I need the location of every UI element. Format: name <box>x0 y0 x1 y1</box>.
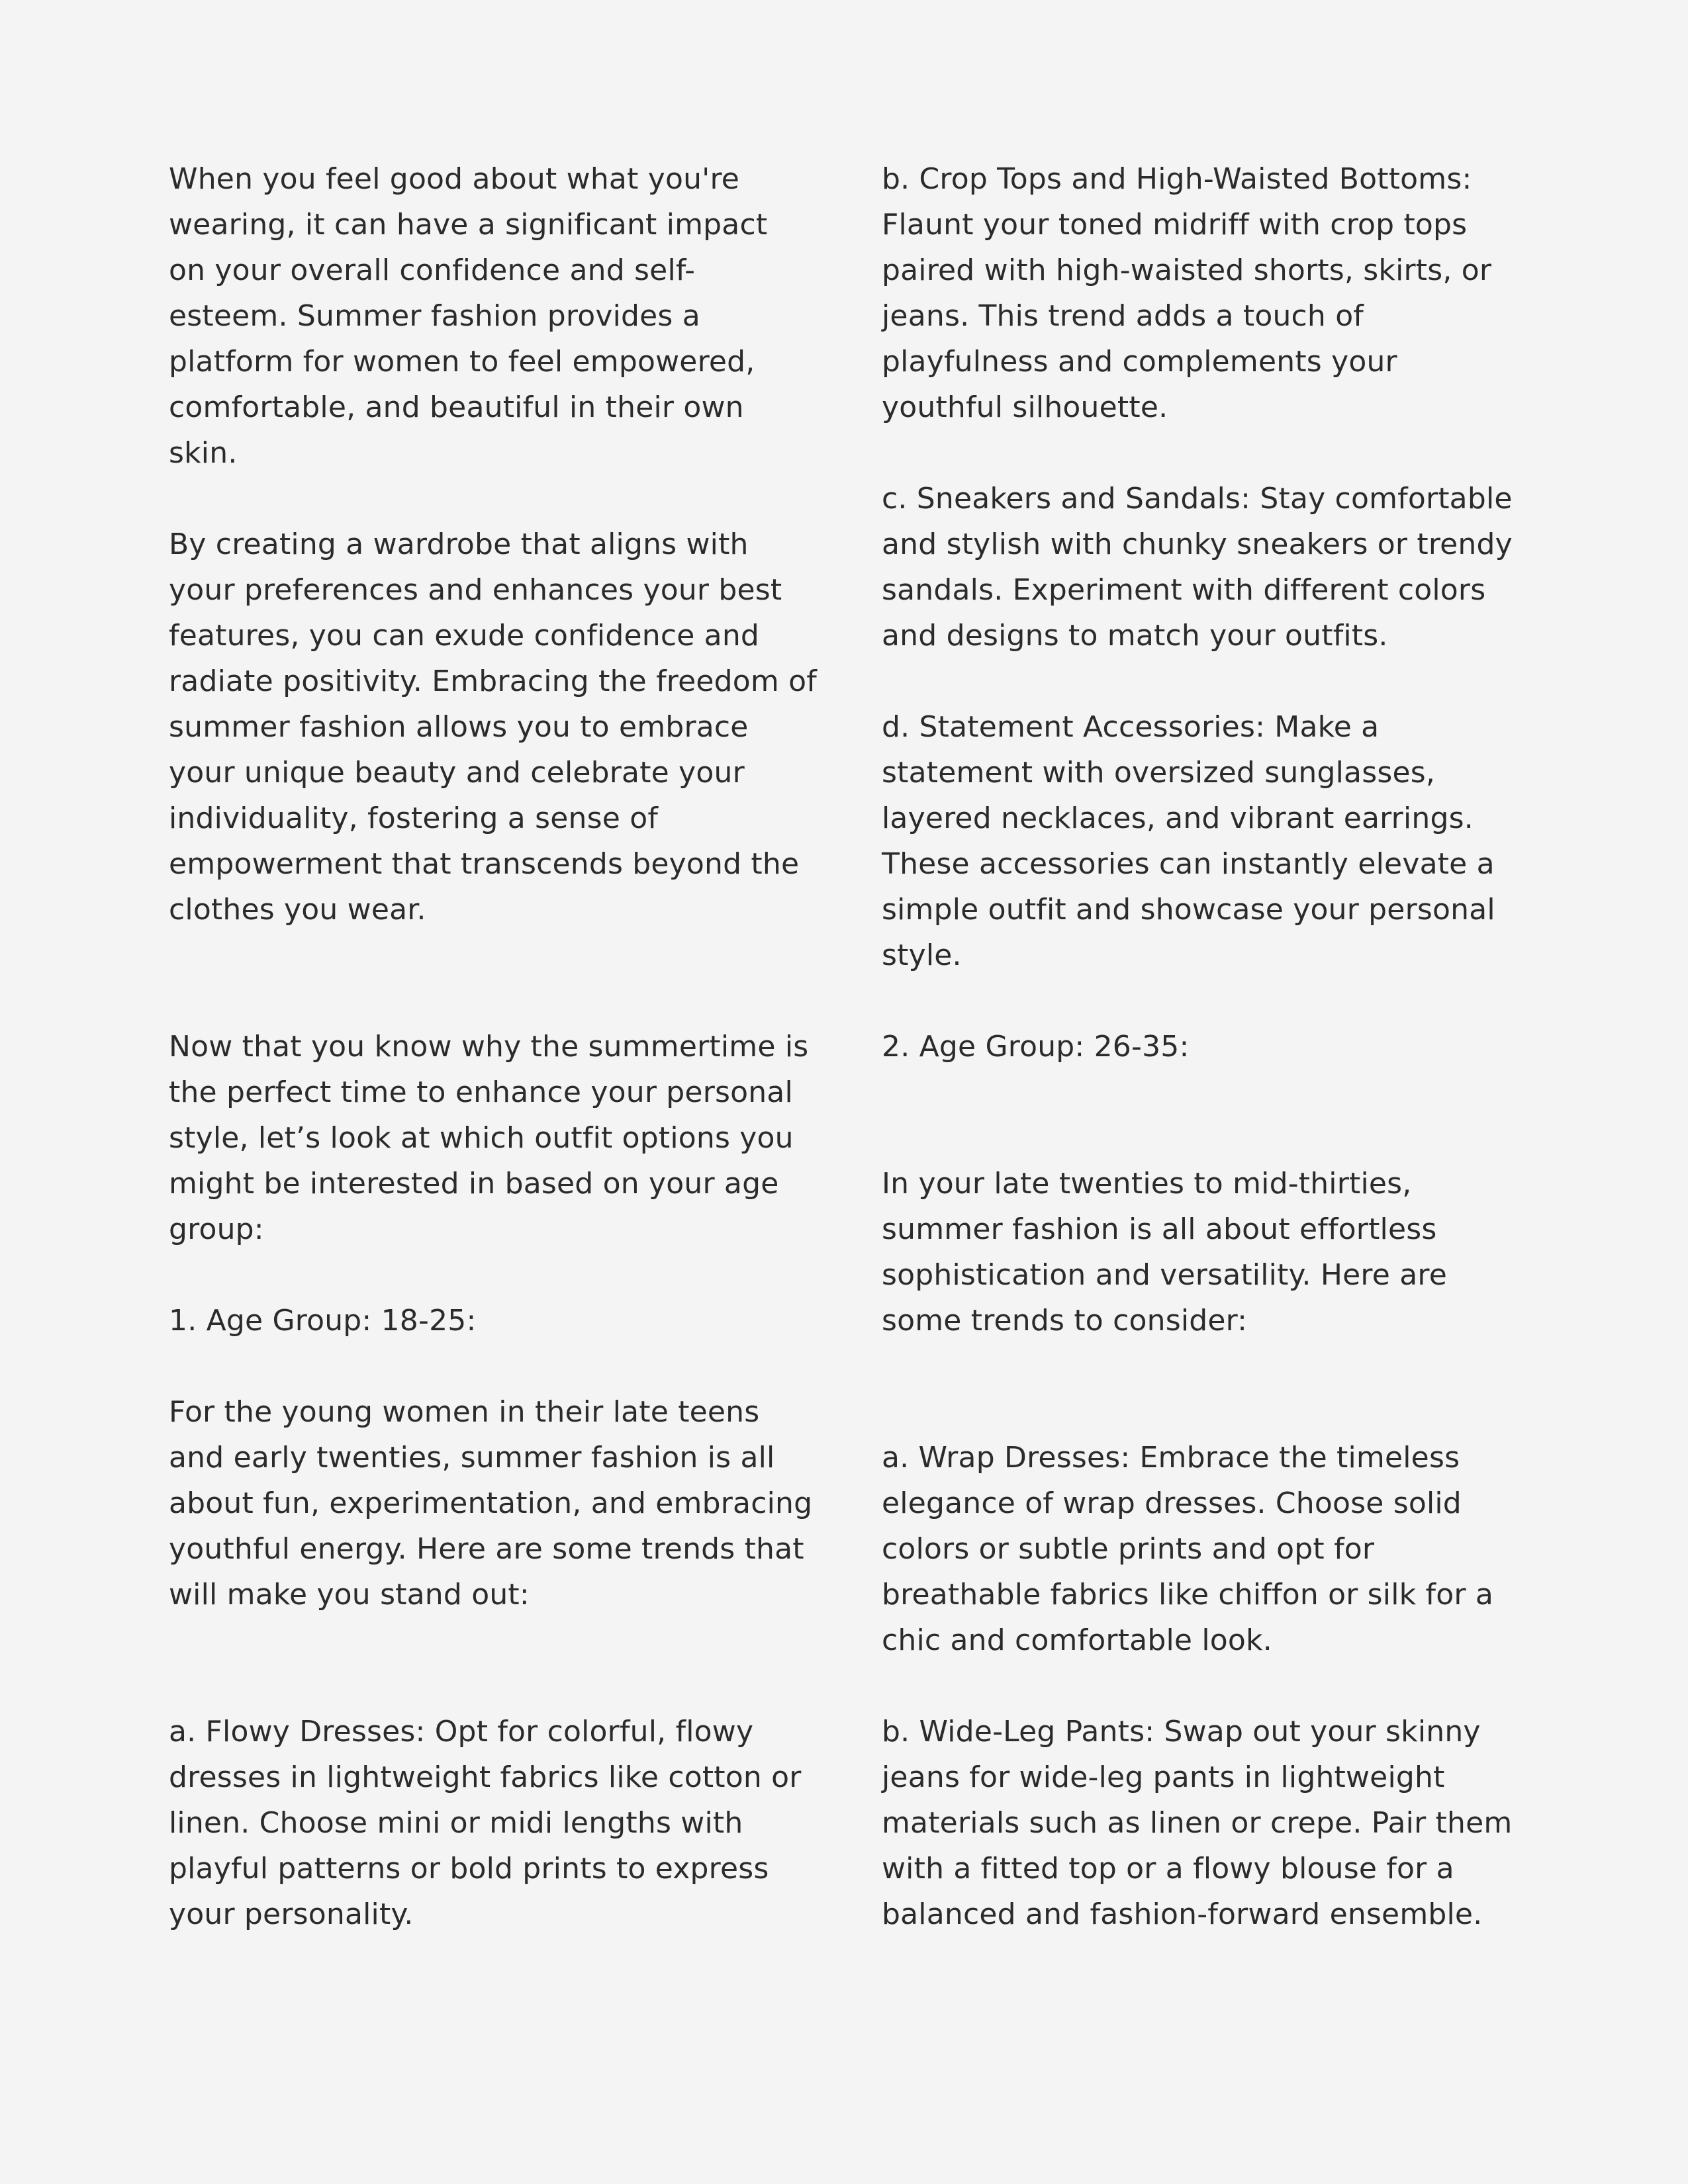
item-wide-leg-pants: b. Wide-Leg Pants: Swap out your skinny jeans for wide-leg pants in lightweight materials such as linen or crepe. Pair them with a fitted top or a flowy blouse for a balanced and fashion-forward ensemble. <box>882 1715 1513 1931</box>
item-flowy-dresses: a. Flowy Dresses: Opt for colorful, flowy dresses in lightweight fabrics like cotton or linen. Choose mini or midi lengths with playful patterns or bold prints to express your personality. <box>169 1715 802 1931</box>
paragraph-wardrobe: By creating a wardrobe that aligns with your preferences and enhances your best features, you can exude confidence and radiate positivity. Embracing the freedom of summer fashion allows you to embrace your unique beauty and celebrate your individuality, fostering a sense of empowerment that transcends beyond the clothes you wear. <box>169 527 817 927</box>
heading-age-group-18-25: 1. Age Group: 18-25: <box>169 1304 477 1338</box>
paragraph-late-twenties: In your late twenties to mid-thirties, summer fashion is all about effortless sophistication and versatility. Here are some trends to consider: <box>882 1167 1447 1338</box>
heading-age-group-26-35: 2. Age Group: 26-35: <box>882 1030 1190 1064</box>
left-column <box>169 156 821 1937</box>
paragraph-outfit-intro: Now that you know why the summertime is the perfect time to enhance your personal style, let’s look at which outfit options you might be interested in based on your age group: <box>169 1030 809 1246</box>
item-sneakers-sandals: c. Sneakers and Sandals: Stay comfortable and stylish with chunky sneakers or trendy sandals. Experiment with different colors and designs to match your outfits. <box>882 482 1513 653</box>
item-crop-tops: b. Crop Tops and High-Waisted Bottoms: Flaunt your toned midriff with crop tops paired with high-waisted shorts, skirts, or jeans. This trend adds a touch of playfulness and complements your youthful silhouette. <box>882 162 1492 424</box>
right-column <box>882 156 1537 1937</box>
item-wrap-dresses: a. Wrap Dresses: Embrace the timeless elegance of wrap dresses. Choose solid colors or subtle prints and opt for breathable fabrics like chiffon or silk for a chic and comfortable look. <box>882 1441 1493 1657</box>
item-statement-accessories: d. Statement Accessories: Make a statement with oversized sunglasses, layered necklaces, and vibrant earrings. These accessories can instantly elevate a simple outfit and showcase your personal style. <box>882 710 1495 972</box>
paragraph-confidence: When you feel good about what you're wearing, it can have a significant impact on your overall confidence and self- esteem. Summer fashion provides a platform for women to feel empowered, comfortable, and beautiful in their own skin. <box>169 162 768 470</box>
paragraph-young-women: For the young women in their late teens and early twenties, summer fashion is all about fun, experimentation, and embracing youthful energy. Here are some trends that will make you stand out: <box>169 1395 813 1612</box>
